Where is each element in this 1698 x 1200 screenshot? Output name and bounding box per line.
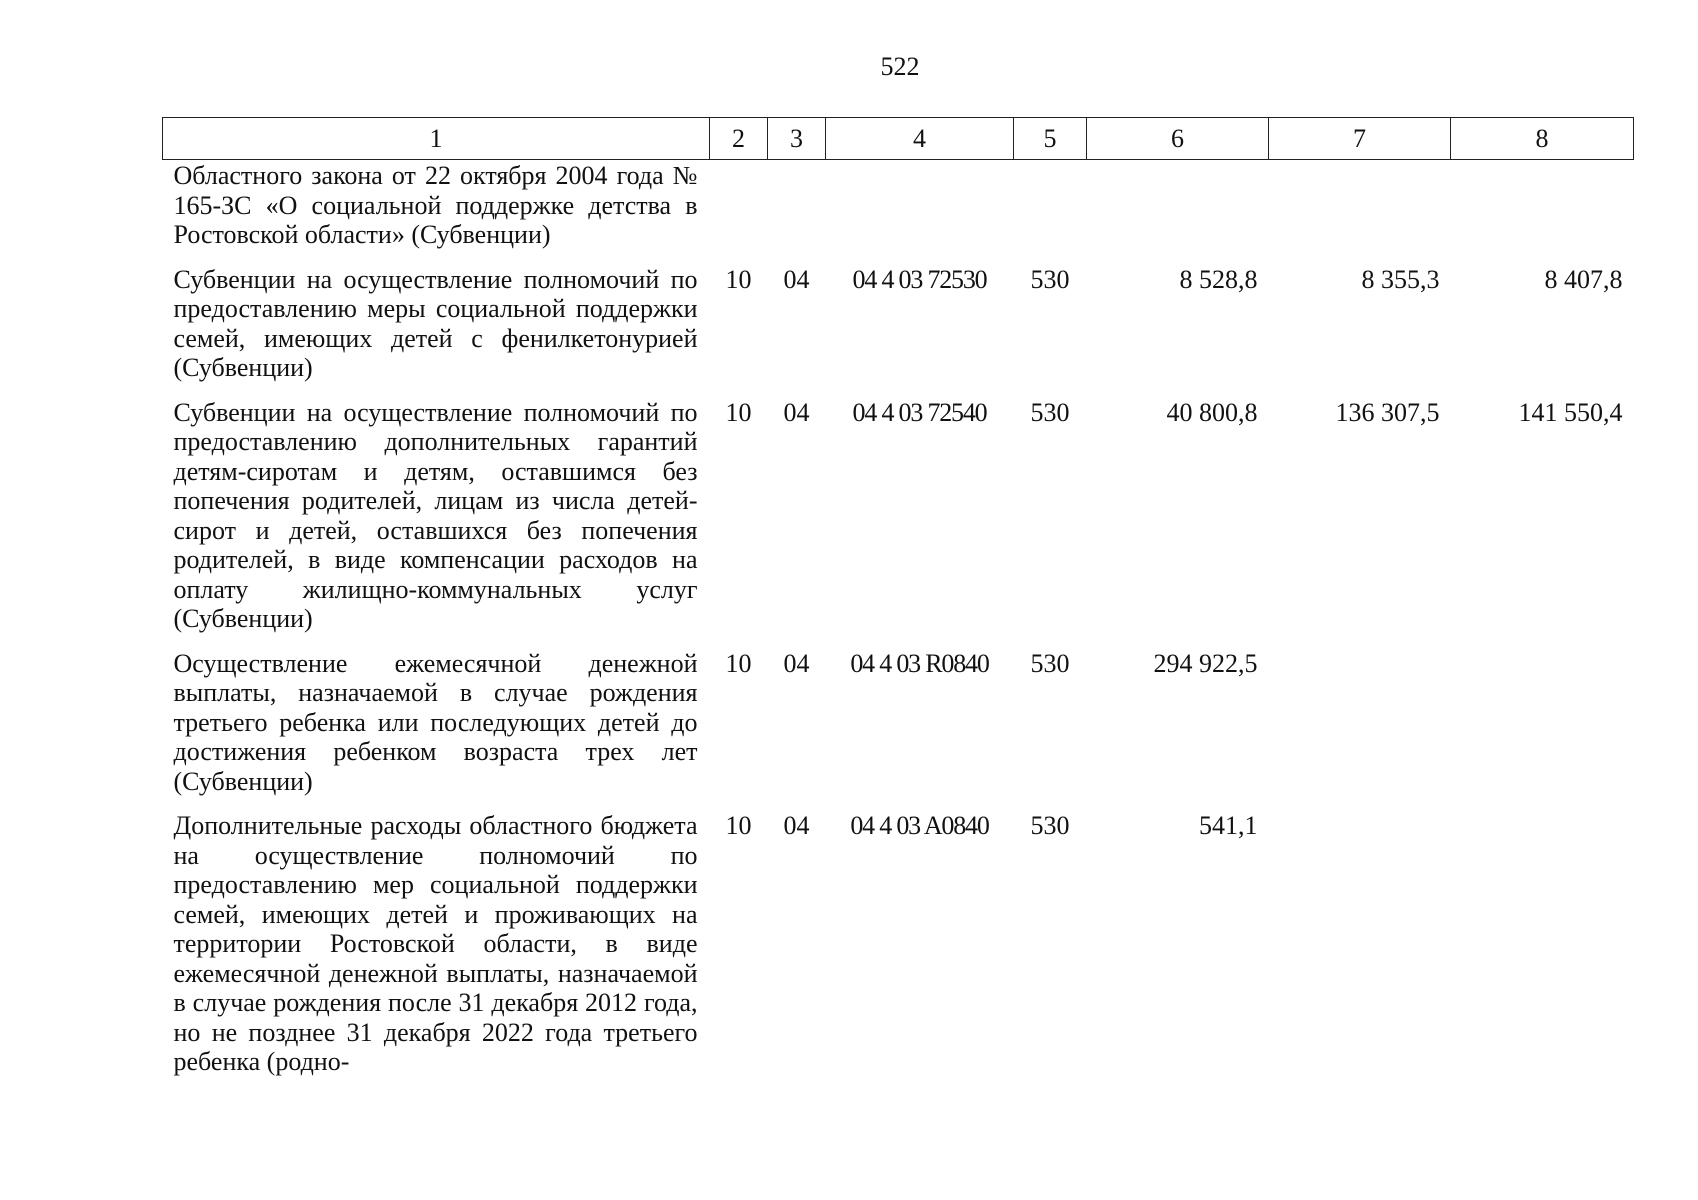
row-section: 10	[725, 397, 752, 427]
table-row	[163, 263, 1634, 396]
column-header-2: 2	[710, 118, 768, 160]
row-amount-col8: 141 550,4	[1518, 397, 1623, 427]
table-body	[163, 160, 1634, 1090]
row-subsection: 04	[783, 648, 810, 678]
row-target-code: 04 4 03 72540	[852, 397, 987, 427]
row-description: Областного закона от 22 октября 2004 года № 165-ЗС «О социальной поддержке детства в Ростовской области» (Субвенции)	[173, 161, 698, 249]
row-amount-col6: 541,1	[1199, 811, 1258, 840]
row-expense-type: 530	[1030, 264, 1070, 294]
column-header-6: 6	[1087, 118, 1269, 160]
row-target-code: 04 4 03 72530	[852, 264, 987, 294]
column-header-4: 4	[826, 118, 1014, 160]
row-expense-type: 530	[1030, 648, 1070, 678]
row-amount-col6: 294 922,5	[1153, 648, 1258, 678]
row-amount-col6	[1087, 160, 1269, 263]
column-header-1: 1	[163, 118, 710, 160]
row-amount-col8	[1451, 809, 1634, 1090]
table-row	[163, 647, 1634, 810]
row-amount-col7	[1269, 809, 1451, 1090]
row-amount-col7	[1269, 160, 1451, 263]
table-row	[163, 396, 1634, 647]
page-number: 522	[880, 52, 920, 81]
header-row	[163, 118, 1634, 160]
row-subsection: 04	[783, 264, 810, 294]
row-amount-col6: 40 800,8	[1166, 397, 1258, 427]
row-amount-col8	[1451, 160, 1634, 263]
row-expense-type	[1014, 160, 1087, 263]
row-description: Осуществление ежемесячной денежной выплаты, назначаемой в случае рождения третьего ребенка или последующих детей до достижения ребенком возраста трех лет (Субвенции)	[173, 648, 698, 796]
row-section	[710, 160, 768, 263]
row-subsection	[768, 160, 826, 263]
row-amount-col7: 136 307,5	[1335, 397, 1440, 427]
row-expense-type: 530	[1030, 397, 1070, 427]
row-amount-col8: 8 407,8	[1544, 264, 1623, 294]
row-amount-col8	[1451, 647, 1634, 810]
row-section: 10	[725, 264, 752, 294]
column-header-5: 5	[1014, 118, 1087, 160]
row-subsection: 04	[783, 397, 810, 427]
column-header-3: 3	[768, 118, 826, 160]
row-target-code: 04 4 03 A0840	[850, 811, 989, 840]
row-target-code	[826, 160, 1014, 263]
row-amount-col7	[1269, 647, 1451, 810]
budget-table	[162, 117, 1634, 1090]
table-header	[163, 118, 1634, 160]
row-subsection: 04	[783, 811, 810, 840]
row-amount-col7: 8 355,3	[1361, 264, 1440, 294]
row-description: Субвенции на осуществление полномочий по предоставлению меры социальной поддержки семей, имеющих детей с фенилкетонурией (Субвенции)	[173, 264, 698, 382]
column-header-8: 8	[1451, 118, 1634, 160]
row-amount-col6: 8 528,8	[1179, 264, 1258, 294]
row-target-code: 04 4 03 R0840	[850, 648, 989, 678]
row-expense-type: 530	[1030, 811, 1070, 840]
row-description: Дополнительные расходы областного бюджета на осуществление полномочий по предоставлению мер социальной поддержки семей, имеющих детей и проживающих на территории Ростовской области, в виде ежемесячной денежной выплаты, назначаемой в случае рождения после 31 декабря 2012 года, но не позднее 31 декабря 2022 года третьего ребенка (родно-	[173, 811, 698, 1076]
column-header-7: 7	[1269, 118, 1451, 160]
row-description: Субвенции на осуществление полномочий по предоставлению дополнительных гарантий детям-сиротам и детям, оставшимся без попечения родителей, лицам из числа детей-сирот и детей, оставшихся без попечения родителей, в виде компенсации расходов на оплату жилищно-коммунальных услуг (Субвенции)	[173, 397, 698, 633]
table-row	[163, 160, 1634, 263]
row-section: 10	[725, 811, 752, 840]
row-section: 10	[725, 648, 752, 678]
table-row	[163, 809, 1634, 1090]
